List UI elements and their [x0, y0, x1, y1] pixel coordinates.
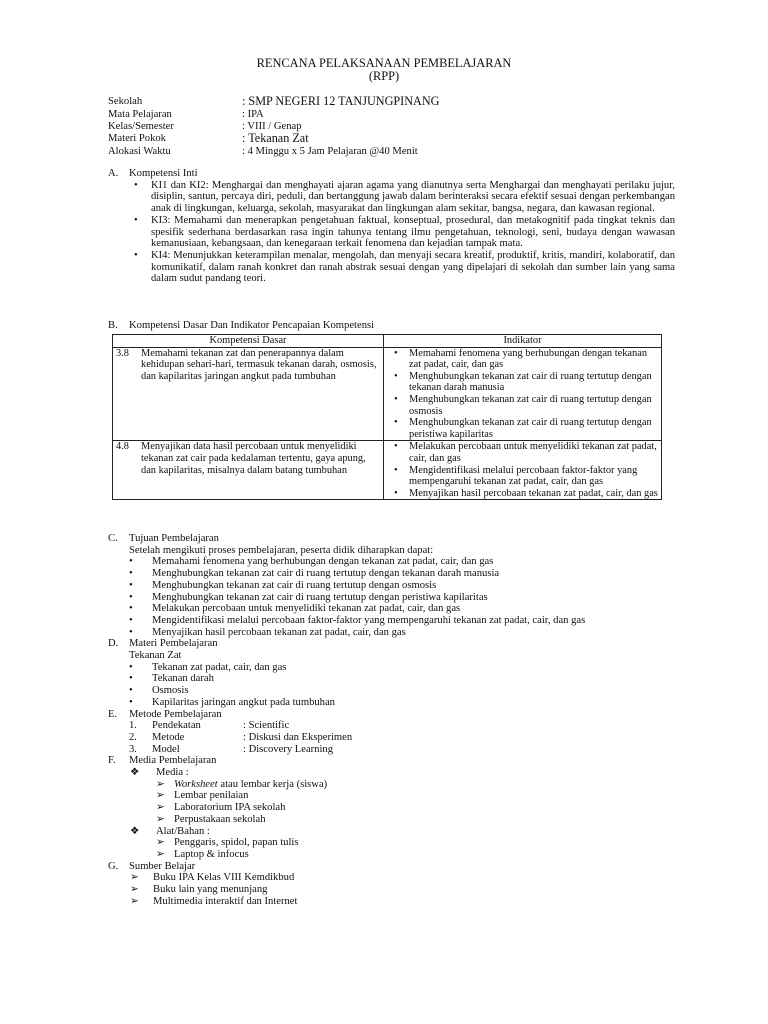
list-item: • Melakukan percobaan untuk menyelidiki tekanan zat padat, cair, dan gas	[129, 603, 461, 615]
section-letter: B.	[108, 320, 118, 331]
bullet-icon: •	[129, 579, 133, 591]
materi-subtitle: Tekanan Zat	[129, 650, 182, 662]
ki-item: • KI1 dan KI2: Menghargai dan menghayati ajaran agama yang dianutnya serta Menghargai dan menghayati perilaku jujur, disiplin, santun, percaya diri, peduli, dan bertanggung jawab dalam berinteraksi secara efektif sesuai dengan perkembangan anak di lingkungan, keluarga, sekolah, masyarakat dan lingkungan alam sekitar, bangsa, negara, dan kawasan regional.	[134, 179, 675, 215]
bullet-icon: •	[129, 626, 133, 638]
section-letter: G.	[108, 860, 119, 872]
arrow-bullet-icon: ➢	[130, 872, 139, 884]
section-letter: C.	[108, 533, 118, 544]
kd-text: Memahami tekanan zat dan penerapannya dalam kehidupan sehari-hari, termasuk tekanan darah, osmosis, dan kapilaritas jaringan angkut pada tumbuhan	[141, 347, 377, 382]
section-letter: A.	[108, 168, 119, 179]
section-tujuan	[108, 533, 585, 908]
list-item: ➢ Penggaris, spidol, papan tulis	[156, 837, 299, 849]
section-letter: E.	[108, 708, 118, 720]
kd-number: 3.8	[116, 347, 129, 359]
media-label: ❖ Media :	[130, 767, 189, 779]
id-label: Sekolah	[108, 96, 143, 107]
list-item: ➢ Buku IPA Kelas VIII Kemdikbud	[130, 872, 295, 884]
indicator-item: • Melakukan percobaan untuk menyelidiki tekanan zat padat, cair, dan gas	[394, 441, 657, 464]
identity-block	[108, 96, 439, 158]
section-kd-heading	[108, 320, 374, 332]
bullet-icon: •	[129, 673, 133, 685]
list-item: ➢ Buku lain yang menunjang	[130, 884, 268, 896]
ki-item: • KI3: Memahami dan menerapkan pengetahuan faktual, konseptual, prosedural, dan metakognitif pada tingkat teknis dan spesifik sederhana berdasarkan rasa ingin tahunya tentang ilmu pengetahuan, teknologi, seni, budaya dengan wawasan kemanusiaan, kebangsaan, dan kenegaraan terkait fenomena dan kejadian tampak mata.	[134, 214, 675, 250]
id-value-subject: : IPA	[242, 109, 264, 120]
section-heading: Tujuan Pembelajaran	[129, 533, 219, 544]
list-item: • Menghubungkan tekanan zat cair di ruang tertutup dengan peristiwa kapilaritas	[129, 591, 488, 603]
list-item: 2. Metode : Diskusi dan Eksperimen	[129, 731, 353, 743]
bullet-icon: •	[134, 249, 138, 261]
list-item: • Memahami fenomena yang berhubungan dengan tekanan zat padat, cair, dan gas	[129, 556, 494, 568]
id-label: Alokasi Waktu	[108, 146, 171, 157]
id-label: Mata Pelajaran	[108, 109, 172, 120]
section-heading: Metode Pembelajaran	[129, 708, 222, 720]
ki-item: • KI4: Menunjukkan keterampilan menalar, mengolah, dan menyaji secara kreatif, produktif, kritis, mandiri, kolaboratif, dan komunikatif, dalam ranah konkret dan ranah abstrak sesuai dengan yang dipelajari di sekolah dan sumber lain yang sama dalam sudut pandang teori.	[134, 249, 675, 285]
list-item: ➢ Laboratorium IPA sekolah	[156, 802, 286, 814]
bullet-icon: •	[394, 417, 398, 429]
bullet-icon: •	[394, 370, 398, 382]
bullet-icon: •	[129, 685, 133, 697]
table-row	[113, 347, 662, 441]
list-item: • Menyajikan hasil percobaan tekanan zat padat, cair, dan gas	[129, 626, 406, 638]
list-item: • Tekanan zat padat, cair, dan gas	[129, 661, 287, 673]
kd-number: 4.8	[116, 441, 129, 453]
list-item: 3. Model : Discovery Learning	[129, 743, 334, 755]
tujuan-intro: Setelah mengikuti proses pembelajaran, peserta didik diharapkan dapat:	[129, 544, 434, 556]
bullet-icon: •	[129, 556, 133, 568]
bullet-icon: •	[394, 441, 398, 453]
table-header-kd: Kompetensi Dasar	[113, 335, 384, 348]
list-item: ➢ Lembar penilaian	[156, 790, 249, 802]
list-item: ➢ Multimedia interaktif dan Internet	[130, 895, 298, 907]
id-value-school: : SMP NEGERI 12 TANJUNGPINANG	[242, 94, 440, 108]
indicator-item: • Memahami fenomena yang berhubungan dengan tekanan zat padat, cair, dan gas	[394, 347, 648, 371]
section-heading: Materi Pembelajaran	[129, 638, 218, 650]
arrow-bullet-icon: ➢	[130, 895, 139, 907]
indicator-item: • Menghubungkan tekanan zat cair di ruang tertutup dengan osmosis	[394, 393, 652, 417]
arrow-bullet-icon: ➢	[156, 778, 165, 790]
table-row	[113, 441, 662, 500]
arrow-bullet-icon: ➢	[130, 884, 139, 896]
kd-text: Menyajikan data hasil percobaan untuk menyelidiki tekanan zat cair pada kedalaman tertentu, gaya apung, dan kapilaritas, misalnya dalam batang tumbuhan	[141, 441, 366, 476]
bullet-icon: •	[129, 696, 133, 708]
bullet-icon: •	[394, 393, 398, 405]
list-item: • Kapilaritas jaringan angkut pada tumbuhan	[129, 696, 335, 708]
id-label: Kelas/Semester	[108, 121, 174, 132]
document-subtitle: (RPP)	[368, 69, 400, 83]
id-value-topic: : Tekanan Zat	[242, 131, 309, 145]
indicator-item: • Mengidentifikasi melalui percobaan faktor-faktor yang mempengaruhi tekanan zat padat, cair, dan gas	[394, 464, 638, 488]
section-letter: D.	[108, 638, 119, 650]
indicator-item: • Menghubungkan tekanan zat cair di ruang tertutup dengan peristiwa kapilaritas	[394, 417, 652, 440]
id-label: Materi Pokok	[108, 133, 166, 144]
list-item: • Tekanan darah	[129, 673, 214, 685]
section-letter: F.	[108, 755, 116, 767]
id-value-time: : 4 Minggu x 5 Jam Pelajaran @40 Menit	[242, 146, 418, 157]
arrow-bullet-icon: ➢	[156, 848, 165, 860]
list-item: • Menghubungkan tekanan zat cair di ruang tertutup dengan osmosis	[129, 579, 437, 591]
list-item: • Menghubungkan tekanan zat cair di ruang tertutup dengan tekanan darah manusia	[129, 568, 500, 580]
document-title: RENCANA PELAKSANAAN PEMBELAJARAN	[256, 56, 512, 70]
section-heading: Kompetensi Inti	[129, 168, 198, 179]
alat-label: ❖ Alat/Bahan :	[130, 825, 210, 837]
bullet-icon: •	[129, 568, 133, 580]
list-item: ➢ Laptop & infocus	[156, 848, 249, 860]
section-heading: Kompetensi Dasar Dan Indikator Pencapaian Kompetensi	[129, 320, 375, 331]
section-heading: Sumber Belajar	[129, 860, 196, 872]
bullet-icon: •	[394, 464, 398, 476]
bullet-icon: •	[394, 347, 398, 359]
table-header-indicator: Indikator	[384, 335, 662, 348]
list-item: ➢ Worksheet atau lembar kerja (siswa)	[156, 778, 328, 790]
list-item: • Osmosis	[129, 685, 189, 697]
diamond-bullet-icon: ❖	[130, 767, 140, 779]
indicator-item: • Menghubungkan tekanan zat cair di ruang tertutup dengan tekanan darah manusia	[394, 370, 652, 394]
list-item: ➢ Perpustakaan sekolah	[156, 813, 266, 825]
bullet-icon: •	[394, 487, 398, 499]
indicator-item: • Menyajikan hasil percobaan tekanan zat padat, cair, dan gas	[394, 487, 658, 499]
section-heading: Media Pembelajaran	[129, 755, 217, 767]
list-item: • Mengidentifikasi melalui percobaan faktor-faktor yang mempengaruhi tekanan zat padat, cair, dan gas	[129, 614, 586, 626]
diamond-bullet-icon: ❖	[130, 825, 140, 837]
kd-indicator-table	[112, 334, 662, 500]
id-value-class: : VIII / Genap	[242, 121, 302, 132]
section-kompetensi-inti	[108, 168, 675, 285]
bullet-icon: •	[129, 591, 133, 603]
bullet-icon: •	[129, 614, 133, 626]
bullet-icon: •	[129, 661, 133, 673]
arrow-bullet-icon: ➢	[156, 802, 165, 814]
list-item: 1. Pendekatan : Scientific	[129, 720, 290, 732]
arrow-bullet-icon: ➢	[156, 813, 165, 825]
arrow-bullet-icon: ➢	[156, 790, 165, 802]
bullet-icon: •	[129, 603, 133, 615]
bullet-icon: •	[134, 179, 138, 191]
arrow-bullet-icon: ➢	[156, 837, 165, 849]
bullet-icon: •	[134, 214, 138, 226]
